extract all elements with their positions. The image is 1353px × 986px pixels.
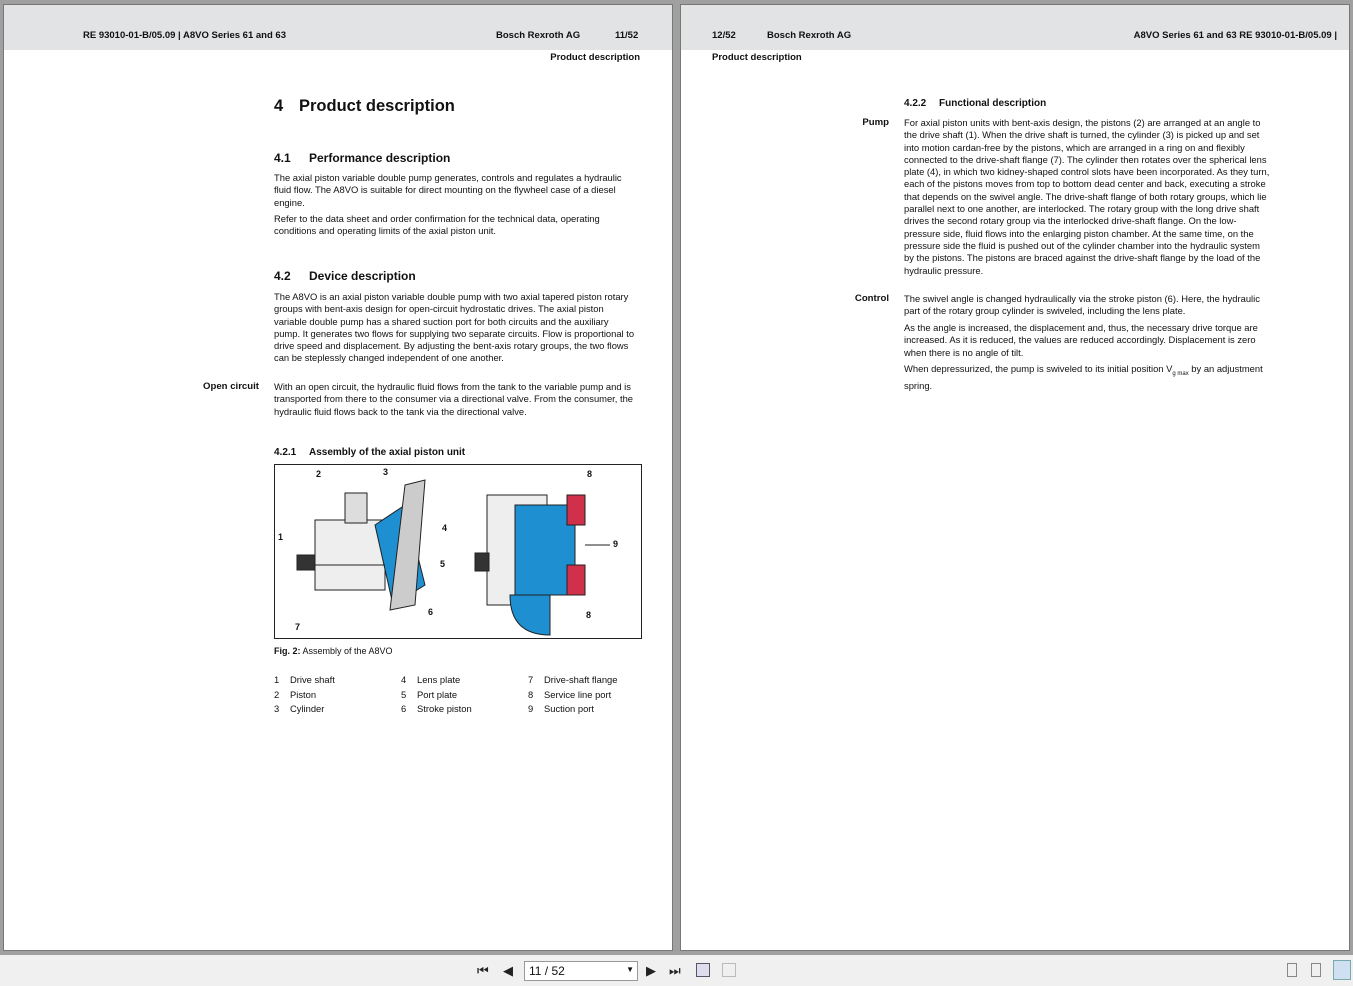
legend-item: 4 Lens plate — [401, 674, 461, 685]
paragraph: The swivel angle is changed hydraulically via the stroke piston (6). Here, the hydraulic part of the rotary group cylinder is swiveled, including the lens plate. — [904, 293, 1260, 317]
chapter-title: 4 Product description — [274, 97, 455, 115]
viewer-toolbar — [0, 955, 1353, 986]
doc-id: A8VO Series 61 and 63 RE 93010-01-B/05.09 | — [1133, 30, 1337, 41]
page-header — [681, 5, 1349, 50]
rotate-back-icon[interactable] — [722, 963, 736, 977]
callout: 3 — [383, 467, 389, 477]
paragraph: When depressurized, the pump is swiveled to its initial position $V_{g max}$ by an adjustment spring. — [904, 363, 1263, 392]
two-page-view-icon[interactable] — [1333, 960, 1351, 980]
chevron-down-icon: ▼ — [626, 965, 634, 974]
margin-label: Open circuit — [203, 381, 259, 392]
continuous-view-icon[interactable] — [1311, 963, 1321, 977]
figure-caption: Fig. 2: Assembly of the A8VO — [274, 646, 393, 656]
callout: 6 — [428, 607, 434, 617]
page-selector[interactable]: 11 / 52 ▼ — [524, 961, 638, 981]
rotate-page-icon[interactable] — [696, 963, 710, 977]
company: Bosch Rexroth AG — [767, 30, 852, 41]
heading-4-2-1: 4.2.1 Assembly of the axial piston unit — [274, 447, 466, 458]
figure-legend — [274, 674, 655, 714]
callout: 1 — [278, 532, 284, 542]
paragraph: Refer to the data sheet and order confirmation for the technical data, operating conditions and operating limits of the axial piston unit. — [274, 213, 600, 237]
paragraph: The axial piston variable double pump generates, controls and regulates a hydraulic fluid flow. The A8VO is suitable for direct mounting on the flywheel case of a diesel engine. — [274, 172, 622, 208]
section-label: Product description — [712, 52, 802, 63]
page-number: 12/52 — [712, 30, 736, 41]
callout: 8 — [587, 469, 593, 479]
heading-4-2-2: 4.2.2 Functional description — [904, 98, 1047, 109]
legend-item: 9 Suction port — [528, 703, 595, 715]
last-page-button[interactable]: ⏭ — [669, 963, 681, 978]
heading-4-1: 4.1 Performance description — [274, 151, 451, 165]
paragraph: For axial piston units with bent-axis design, the pistons (2) are arranged at an angle to the drive shaft (1). When the drive shaft is turned, the cylinder (3) is picked up and set into motion cardan-free by the pistons, which are arranged in a ring on and flexibly connected to the drive-shaft flange (7). The cylinder then rotates over the spherical lens plate (4), in which two kidney-shaped control slots have been incorporated. As they turn, each of the pistons moves from top to bottom dead center and back, executing a stroke that depends on the swivel angle. The drive-shaft flange of both rotary groups, which lie parallel next to one another, are interlocked. The rotary group with the long drive shaft drives the second rotary group via the interlocked drive-shaft flange. On the low-pressure side, fluid flows into the enlarging piston chamber. At the same time, on the pressure side the fluid is pushed out of the cylinder chamber into the hydraulic system by the pistons. The pistons are braced against the drive-shaft flange by the load of the hydraulic pressure. — [904, 117, 1270, 276]
legend-item: 6 Stroke piston — [401, 703, 472, 715]
paragraph: With an open circuit, the hydraulic fluid flows from the tank to the variable pump and is transported from there to the consumer via a directional valve. From the consumer, the hydraulic fluid flows back to the tank via the directional valve. — [274, 381, 634, 417]
page-number: 11/52 — [615, 30, 639, 41]
legend-item: 8 Service line port — [528, 688, 612, 700]
legend-item: 5 Port plate — [401, 688, 458, 700]
first-page-button[interactable]: ⏮ — [477, 963, 489, 978]
callout: 5 — [440, 559, 446, 569]
legend-item: 2 Piston — [274, 688, 317, 700]
paragraph: The A8VO is an axial piston variable double pump with two axial tapered piston rotary groups with bent-axis design for open-circuit hydrostatic drives. The axial piston variable double pump has a shared suction port for both circuits and the auxiliary pump. It generates two flows for supplying two separate circuits. Flow is proportional to drive speed and displacement. By adjusting the bent-axis rotary groups, the two flows can be steplessly changed independent of one another. — [274, 291, 635, 364]
legend-item: 3 Cylinder — [274, 703, 325, 715]
company: Bosch Rexroth AG — [496, 30, 581, 41]
callout: 4 — [442, 523, 448, 533]
callout: 2 — [316, 469, 322, 479]
single-page-view-icon[interactable] — [1287, 963, 1297, 977]
margin-label: Pump — [862, 117, 889, 128]
callout: 7 — [295, 622, 301, 632]
prev-page-button[interactable]: ◀ — [503, 963, 513, 978]
heading-4-2: 4.2 Device description — [274, 269, 416, 283]
assembly-figure — [274, 464, 642, 639]
legend-item: 7 Drive-shaft flange — [528, 674, 618, 685]
legend-item: 1 Drive shaft — [274, 674, 335, 685]
paragraph: As the angle is increased, the displacement and, thus, the necessary drive torque are increased. As it is reduced, the values are reduced accordingly. Displacement is zero when there is no angle of tilt. — [904, 322, 1258, 358]
callout: 9 — [613, 539, 619, 549]
doc-id: RE 93010-01-B/05.09 | A8VO Series 61 and 63 — [83, 30, 286, 41]
callout: 8 — [586, 610, 592, 620]
left-page — [3, 4, 673, 951]
page-header — [4, 5, 672, 50]
margin-label: Control — [854, 293, 889, 304]
next-page-button[interactable]: ▶ — [646, 963, 656, 978]
right-page — [680, 4, 1350, 951]
section-label: Product description — [550, 52, 640, 63]
